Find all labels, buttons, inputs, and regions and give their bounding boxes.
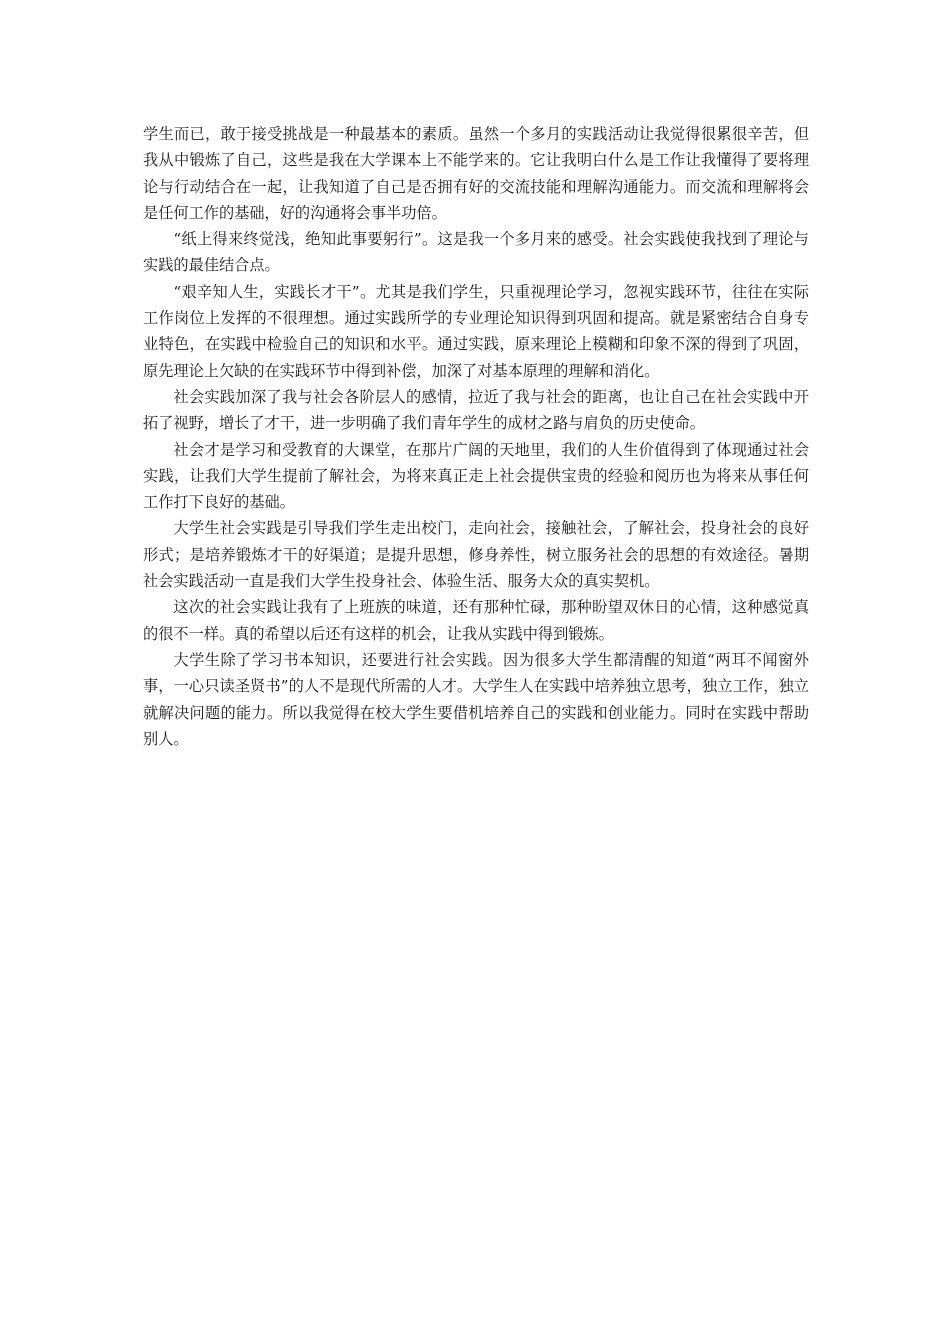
paragraph-6: 大学生社会实践是引导我们学生走出校门，走向社会，接触社会，了解社会，投身社会的良好形式；是培养锻炼才干的好渠道；是提升思想，修身养性，树立服务社会的思想的有效途径。暑期社会实践活动一直是我们大学生投身社会、体验生活、服务大众的真实契机。 — [143, 519, 809, 591]
document-body — [143, 121, 809, 752]
paragraph-7: 这次的社会实践让我有了上班族的味道，还有那种忙碌，那种盼望双休日的心情，这种感觉真的很不一样。真的希望以后还有这样的机会，让我从实践中得到锻炼。 — [143, 598, 809, 643]
paragraph-5: 社会才是学习和受教育的大课堂，在那片广阔的天地里，我们的人生价值得到了体现通过社会实践，让我们大学生提前了解社会，为将来真正走上社会提供宝贵的经验和阅历也为将来从事任何工作打下良好的基础。 — [143, 440, 809, 512]
paragraph-4: 社会实践加深了我与社会各阶层人的感情，拉近了我与社会的距离，也让自己在社会实践中开拓了视野，增长了才干，进一步明确了我们青年学生的成材之路与肩负的历史使命。 — [143, 387, 809, 433]
paragraph-8: 大学生除了学习书本知识，还要进行社会实践。因为很多大学生都清醒的知道“两耳不闻窗外事，一心只读圣贤书”的人不是现代所需的人才。大学生人在实践中培养独立思考，独立工作，独立就解决问题的能力。所以我觉得在校大学生要借机培养自己的实践和创业能力。同时在实践中帮助别人。 — [143, 650, 809, 748]
paragraph-1: 学生而已，敢于接受挑战是一种最基本的素质。虽然一个多月的实践活动让我觉得很累很辛苦，但我从中锻炼了自己，这些是我在大学课本上不能学来的。它让我明白什么是工作让我懂得了要将理论与行动结合在一起，让我知道了自己是否拥有好的交流技能和理解沟通能力。而交流和理解将会是任何工作的基础，好的沟通将会事半功倍。 — [143, 125, 809, 222]
paragraph-3: “艰辛知人生，实践长才干”。尤其是我们学生，只重视理论学习，忽视实践环节，往往在实际工作岗位上发挥的不很理想。通过实践所学的专业理论知识得到巩固和提高。就是紧密结合自身专业特色，在实践中检验自己的知识和水平。通过实践，原来理论上模糊和印象不深的得到了巩固，原先理论上欠缺的在实践环节中得到补偿，加深了对基本原理的理解和消化。 — [143, 282, 809, 380]
paragraph-2: “纸上得来终觉浅，绝知此事要躬行”。这是我一个多月来的感受。社会实践使我找到了理论与实践的最佳结合点。 — [143, 230, 809, 275]
